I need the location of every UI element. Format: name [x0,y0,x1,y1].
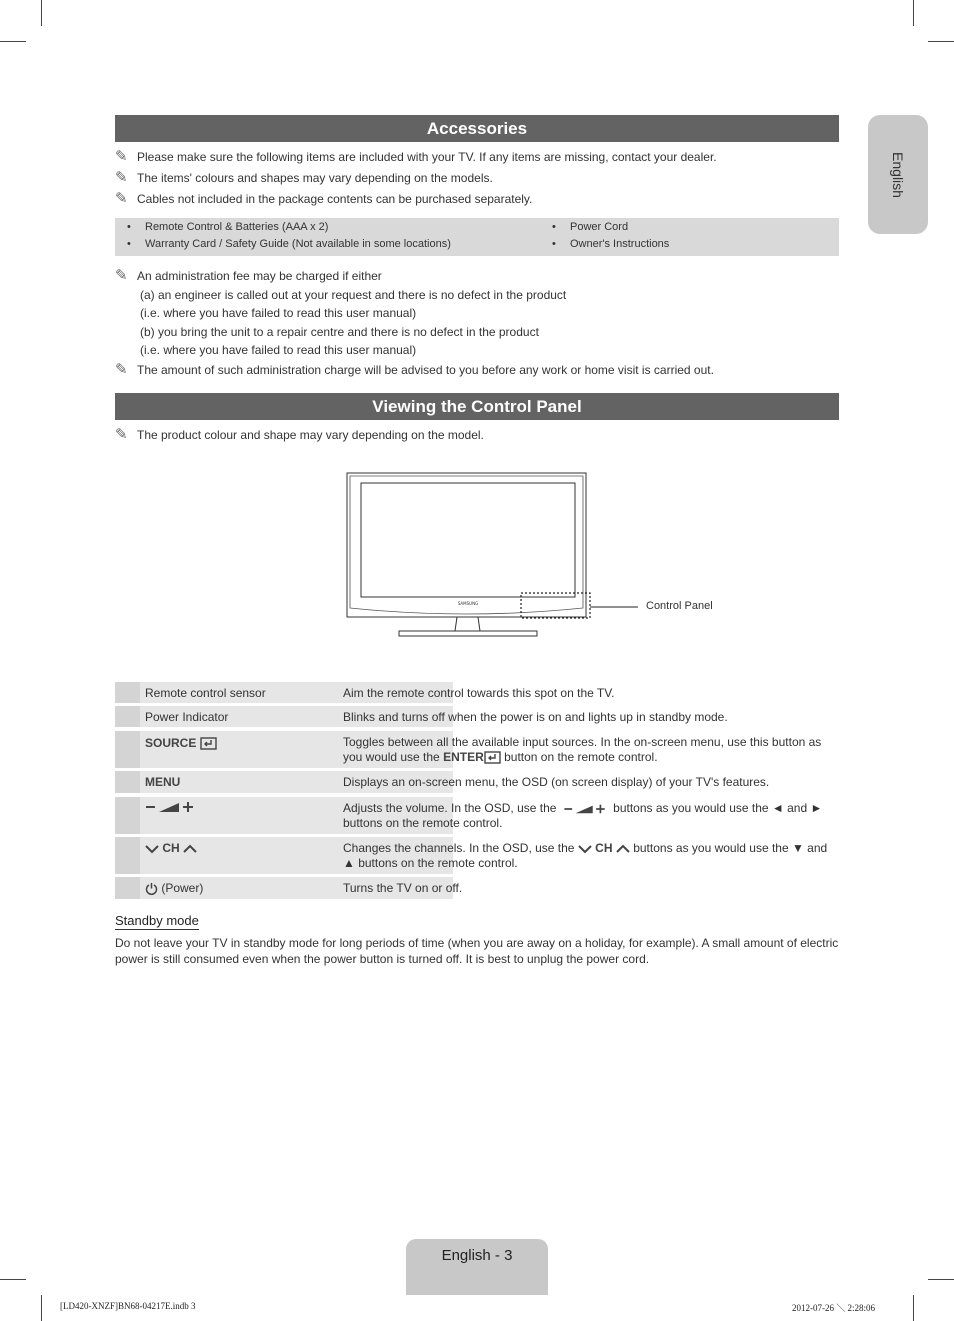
fee-condition-line: (a) an engineer is called out at your request and there is no defect in the product [140,288,567,302]
note-line: ✎ Please make sure the following items are included with your TV. If any items are missing, contact your dealer. [115,148,717,165]
accessory-item: • Warranty Card / Safety Guide (Not available in some locations) [127,238,451,250]
footer-timestamp: 2012-07-26 ＼ 2:28:06 [792,1303,875,1313]
row-number-cell [115,706,140,727]
chevron-up-icon [183,844,197,854]
table-row [115,682,839,703]
power-icon [145,882,158,895]
accessories-list [115,218,839,256]
pencil-note-icon: ✎ [115,148,128,165]
accessory-item: • Owner's Instructions [552,238,670,250]
crop-mark [928,1279,954,1280]
control-description: Aim the remote control towards this spot on the TV. [343,686,615,700]
table-row [115,837,839,874]
note-line: ✎ The items' colours and shapes may vary depending on the models. [115,169,493,186]
control-description: Toggles between all the available input sources. In the on-screen menu, use this button as you would use the ENTER button on the remote control. [343,735,822,764]
table-row [115,731,839,768]
accessories-heading: Accessories [115,115,839,142]
chevron-down-icon [578,844,592,854]
row-number-cell [115,771,140,793]
crop-mark [0,1279,26,1280]
control-description: Displays an on-screen menu, the OSD (on screen display) of your TV's features. [343,775,770,789]
fee-condition-line: (i.e. where you have failed to read this user manual) [140,306,417,320]
row-number-cell [115,682,140,703]
crop-mark [41,0,42,26]
pencil-note-icon: ✎ [115,361,128,378]
chevron-up-icon [616,844,630,854]
control-description: Adjusts the volume. In the OSD, use the buttons as you would use the ◄ and ► buttons on the remote control. [343,801,823,830]
crop-mark [913,1295,914,1321]
chevron-down-icon [145,844,159,854]
tv-illustration [340,468,640,640]
page-number-label: English - 3 [441,1247,513,1264]
control-panel-callout: Control Panel [646,600,713,612]
language-side-tab-label: English [890,151,906,198]
control-description: Changes the channels. In the OSD, use the CH buttons as you would use the ▼ and ▲ buttons on the remote control. [343,841,828,870]
note-line: ✎ The product colour and shape may vary depending on the model. [115,426,484,443]
row-number-cell [115,797,140,834]
crop-mark [928,41,954,42]
enter-icon [484,751,501,764]
volume-controls-icon [145,800,195,814]
row-number-cell [115,731,140,768]
table-row [115,797,839,834]
standby-heading: Standby mode [115,913,199,928]
standby-paragraph: Do not leave your TV in standby mode for long periods of time (when you are away on a holiday, for example). A small amount of electric power is still consumed even when the power button is turned off. It is best to unplug the power cord. [115,936,839,966]
control-name: Remote control sensor [140,682,453,703]
control-panel-heading: Viewing the Control Panel [115,393,839,420]
table-row [115,771,839,793]
control-name: (Power) [140,877,453,899]
footer-file-info: [LD420-XNZF]BN68-04217E.indb 3 [60,1301,196,1311]
pencil-note-icon: ✎ [115,426,128,443]
crop-mark [41,1295,42,1321]
row-number-cell [115,877,140,899]
crop-mark [913,0,914,26]
control-description: Blinks and turns off when the power is on and lights up in standby mode. [343,710,728,724]
note-line: ✎ The amount of such administration charge will be advised to you before any work or home visit is carried out. [115,361,714,378]
tv-brand-logo: SAMSUNG [457,601,479,606]
table-row [115,877,839,899]
table-row [115,706,839,727]
volume-controls-icon [560,803,610,815]
accessory-item: • Remote Control & Batteries (AAA x 2) [127,221,329,233]
pencil-note-icon: ✎ [115,190,128,207]
pencil-note-icon: ✎ [115,169,128,186]
note-line: ✎ An administration fee may be charged if either [115,267,382,284]
control-name: CH [140,837,453,874]
control-name: SOURCE [140,731,453,768]
page-number-tab [406,1239,548,1295]
source-icon [200,737,217,750]
pencil-note-icon: ✎ [115,267,128,284]
fee-condition-line: (b) you bring the unit to a repair centre and there is no defect in the product [140,325,539,339]
control-description: Turns the TV on or off. [343,881,463,895]
accessory-item: • Power Cord [552,221,629,233]
fee-condition-line: (i.e. where you have failed to read this user manual) [140,343,417,357]
language-side-tab [868,115,928,234]
row-number-cell [115,837,140,874]
note-line: ✎ Cables not included in the package contents can be purchased separately. [115,190,533,207]
crop-mark [0,41,26,42]
control-name: MENU [140,771,453,793]
control-name: Power Indicator [140,706,453,727]
